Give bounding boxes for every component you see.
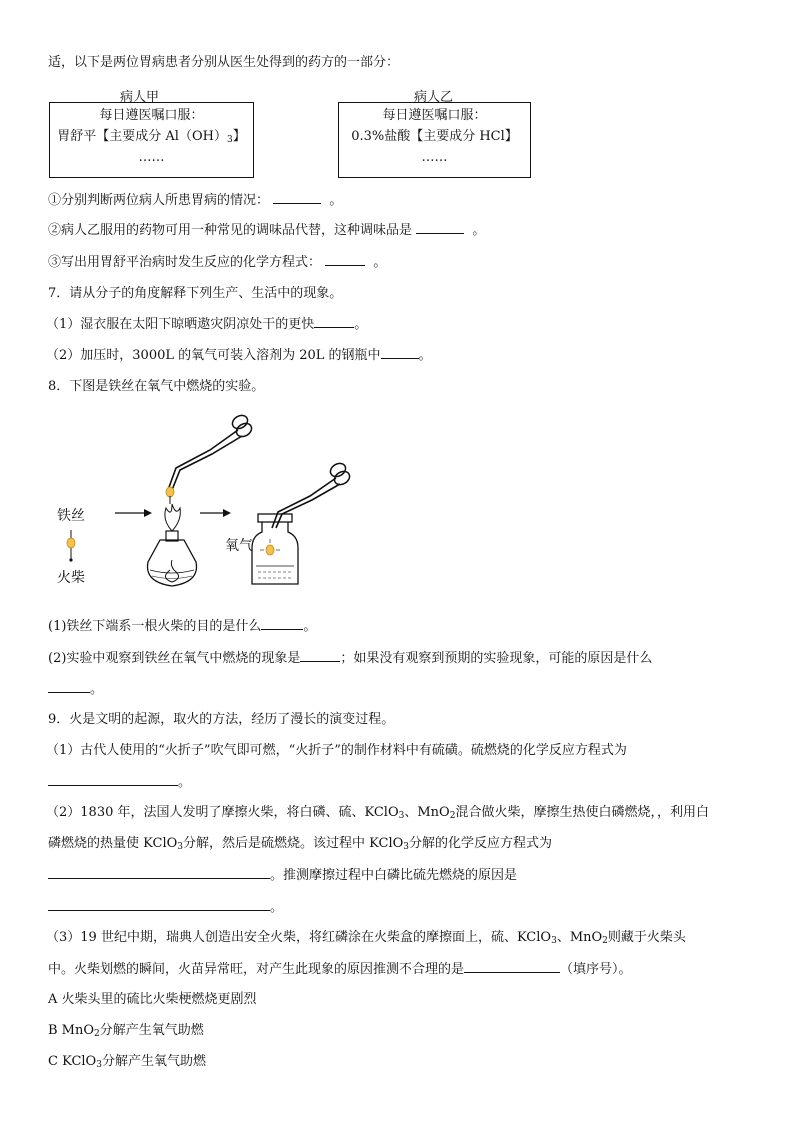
q8-part1: (1)铁丝下端系一根火柴的目的是什么 。 [48, 619, 317, 634]
alcohol-lamp-icon [148, 504, 197, 586]
q9-part2: （2）1830 年，法国人发明了摩擦火柴，将白磷、硫、KClO$_3$、MnO$_2$混合做火柴，摩擦生热使白磷燃烧，，利用白 [46, 805, 709, 821]
q8-part2: (2)实验中观察到铁丝在氧气中燃烧的现象是 ；如果没有观察到预期的实验现象，可能的原因是什么 [48, 651, 653, 666]
q9-part2-line2: 磷燃烧的热量使 KClO$_3$分解，然后是硫燃烧。该过程中 KClO$_3$分解的化学反应方程式为 [48, 836, 553, 852]
q9-part1: （1）古代人使用的“火折子”吹气即可燃，“火折子”的制作材料中有硫磺。硫燃烧的化学反应方程式为 [46, 743, 627, 758]
answer-blank[interactable] [261, 617, 303, 630]
prescription-b-line2: 0.3%盐酸【主要成分 HCl】 [351, 129, 518, 144]
answer-blank[interactable] [273, 191, 321, 204]
answer-blank[interactable] [48, 680, 90, 693]
patient-b-title: 病人乙 [414, 90, 454, 105]
patient-a-title: 病人甲 [120, 90, 160, 105]
q7-part2: （2）加压时，3000L 的氧气可装入溶剂为 20L 的钢瓶中 。 [46, 348, 432, 363]
q9-title: 9．火是文明的起源，取火的方法，经历了漫长的演变过程。 [48, 712, 395, 727]
prescription-b-line3: …… [421, 150, 448, 165]
oxygen-bottle-icon [252, 514, 298, 584]
q9-part2-line3: 。推测摩擦过程中白磷比硫先燃烧的原因是 [48, 866, 517, 885]
q9-option-b: B MnO$_2$分解产生氧气助燃 [48, 1023, 204, 1039]
answer-blank[interactable] [464, 960, 560, 973]
q9-part3: （3）19 世纪中期，瑞典人创造出安全火柴，将红磷涂在火柴盒的摩擦面上，硫、KClO$_3$、MnO$_2$则藏于火柴头 [46, 930, 686, 946]
answer-blank[interactable] [48, 773, 178, 786]
q8-title: 8．下图是铁丝在氧气中燃烧的实验。 [48, 379, 265, 394]
prescription-a-line1: 每日遵医嘱口服： [99, 108, 204, 123]
q7-part1: （1）湿衣服在太阳下晾晒遨灾阴凉处干的更快 。 [46, 317, 368, 332]
q6-item2: ②病人乙服用的药物可用一种常见的调味品代替，这种调味品是 。 [48, 223, 486, 238]
q9-option-c: C KClO$_3$分解产生氧气助燃 [48, 1054, 206, 1070]
answer-blank[interactable] [416, 221, 464, 234]
q9-part3-line2: 中。火柴划燃的瞬间，火苗异常旺，对产生此现象的原因推测不合理的是 （填序号）。 [48, 962, 632, 977]
q9-part2-line4: 。 [48, 898, 283, 917]
crucible-tongs-icon [166, 413, 254, 504]
prescription-b-box [338, 102, 531, 178]
label-oxygen: 氧气 [225, 538, 253, 554]
wire-with-match-icon [67, 530, 75, 562]
answer-blank[interactable] [300, 649, 340, 662]
label-iron-wire: 铁丝 [57, 508, 85, 524]
q9-part1-answer: 。 [48, 773, 191, 792]
answer-blank[interactable] [48, 866, 270, 879]
prescription-a-line3: …… [138, 150, 165, 165]
answer-blank[interactable] [314, 315, 354, 328]
intro-text: 适，以下是两位胃病患者分别从医生处得到的药方的一部分： [48, 55, 400, 70]
prescription-a-box [49, 102, 254, 178]
arrow-icon [115, 509, 152, 517]
q8-part2-cont: 。 [48, 680, 103, 699]
crucible-tongs-icon [272, 461, 352, 528]
iron-wire-experiment-figure [40, 400, 370, 600]
q6-item1: ①分别判断两位病人所患胃病的情况： 。 [48, 193, 343, 208]
prescription-b-line1: 每日遵医嘱口服： [382, 108, 487, 123]
answer-blank[interactable] [325, 253, 365, 266]
answer-blank[interactable] [381, 346, 419, 359]
arrow-icon [200, 509, 231, 517]
prescription-a-line2: 胃舒平【主要成分 $Al(OH)_3$】 [57, 129, 246, 145]
q7-title: 7．请从分子的角度解释下列生产、生活中的现象。 [48, 286, 343, 301]
label-match: 火柴 [57, 570, 85, 586]
answer-blank[interactable] [48, 898, 270, 911]
q6-item3: ③写出用胃舒平治病时发生反应的化学方程式： 。 [48, 255, 387, 270]
q9-option-a: A 火柴头里的硫比火柴梗燃烧更剧烈 [48, 992, 257, 1007]
